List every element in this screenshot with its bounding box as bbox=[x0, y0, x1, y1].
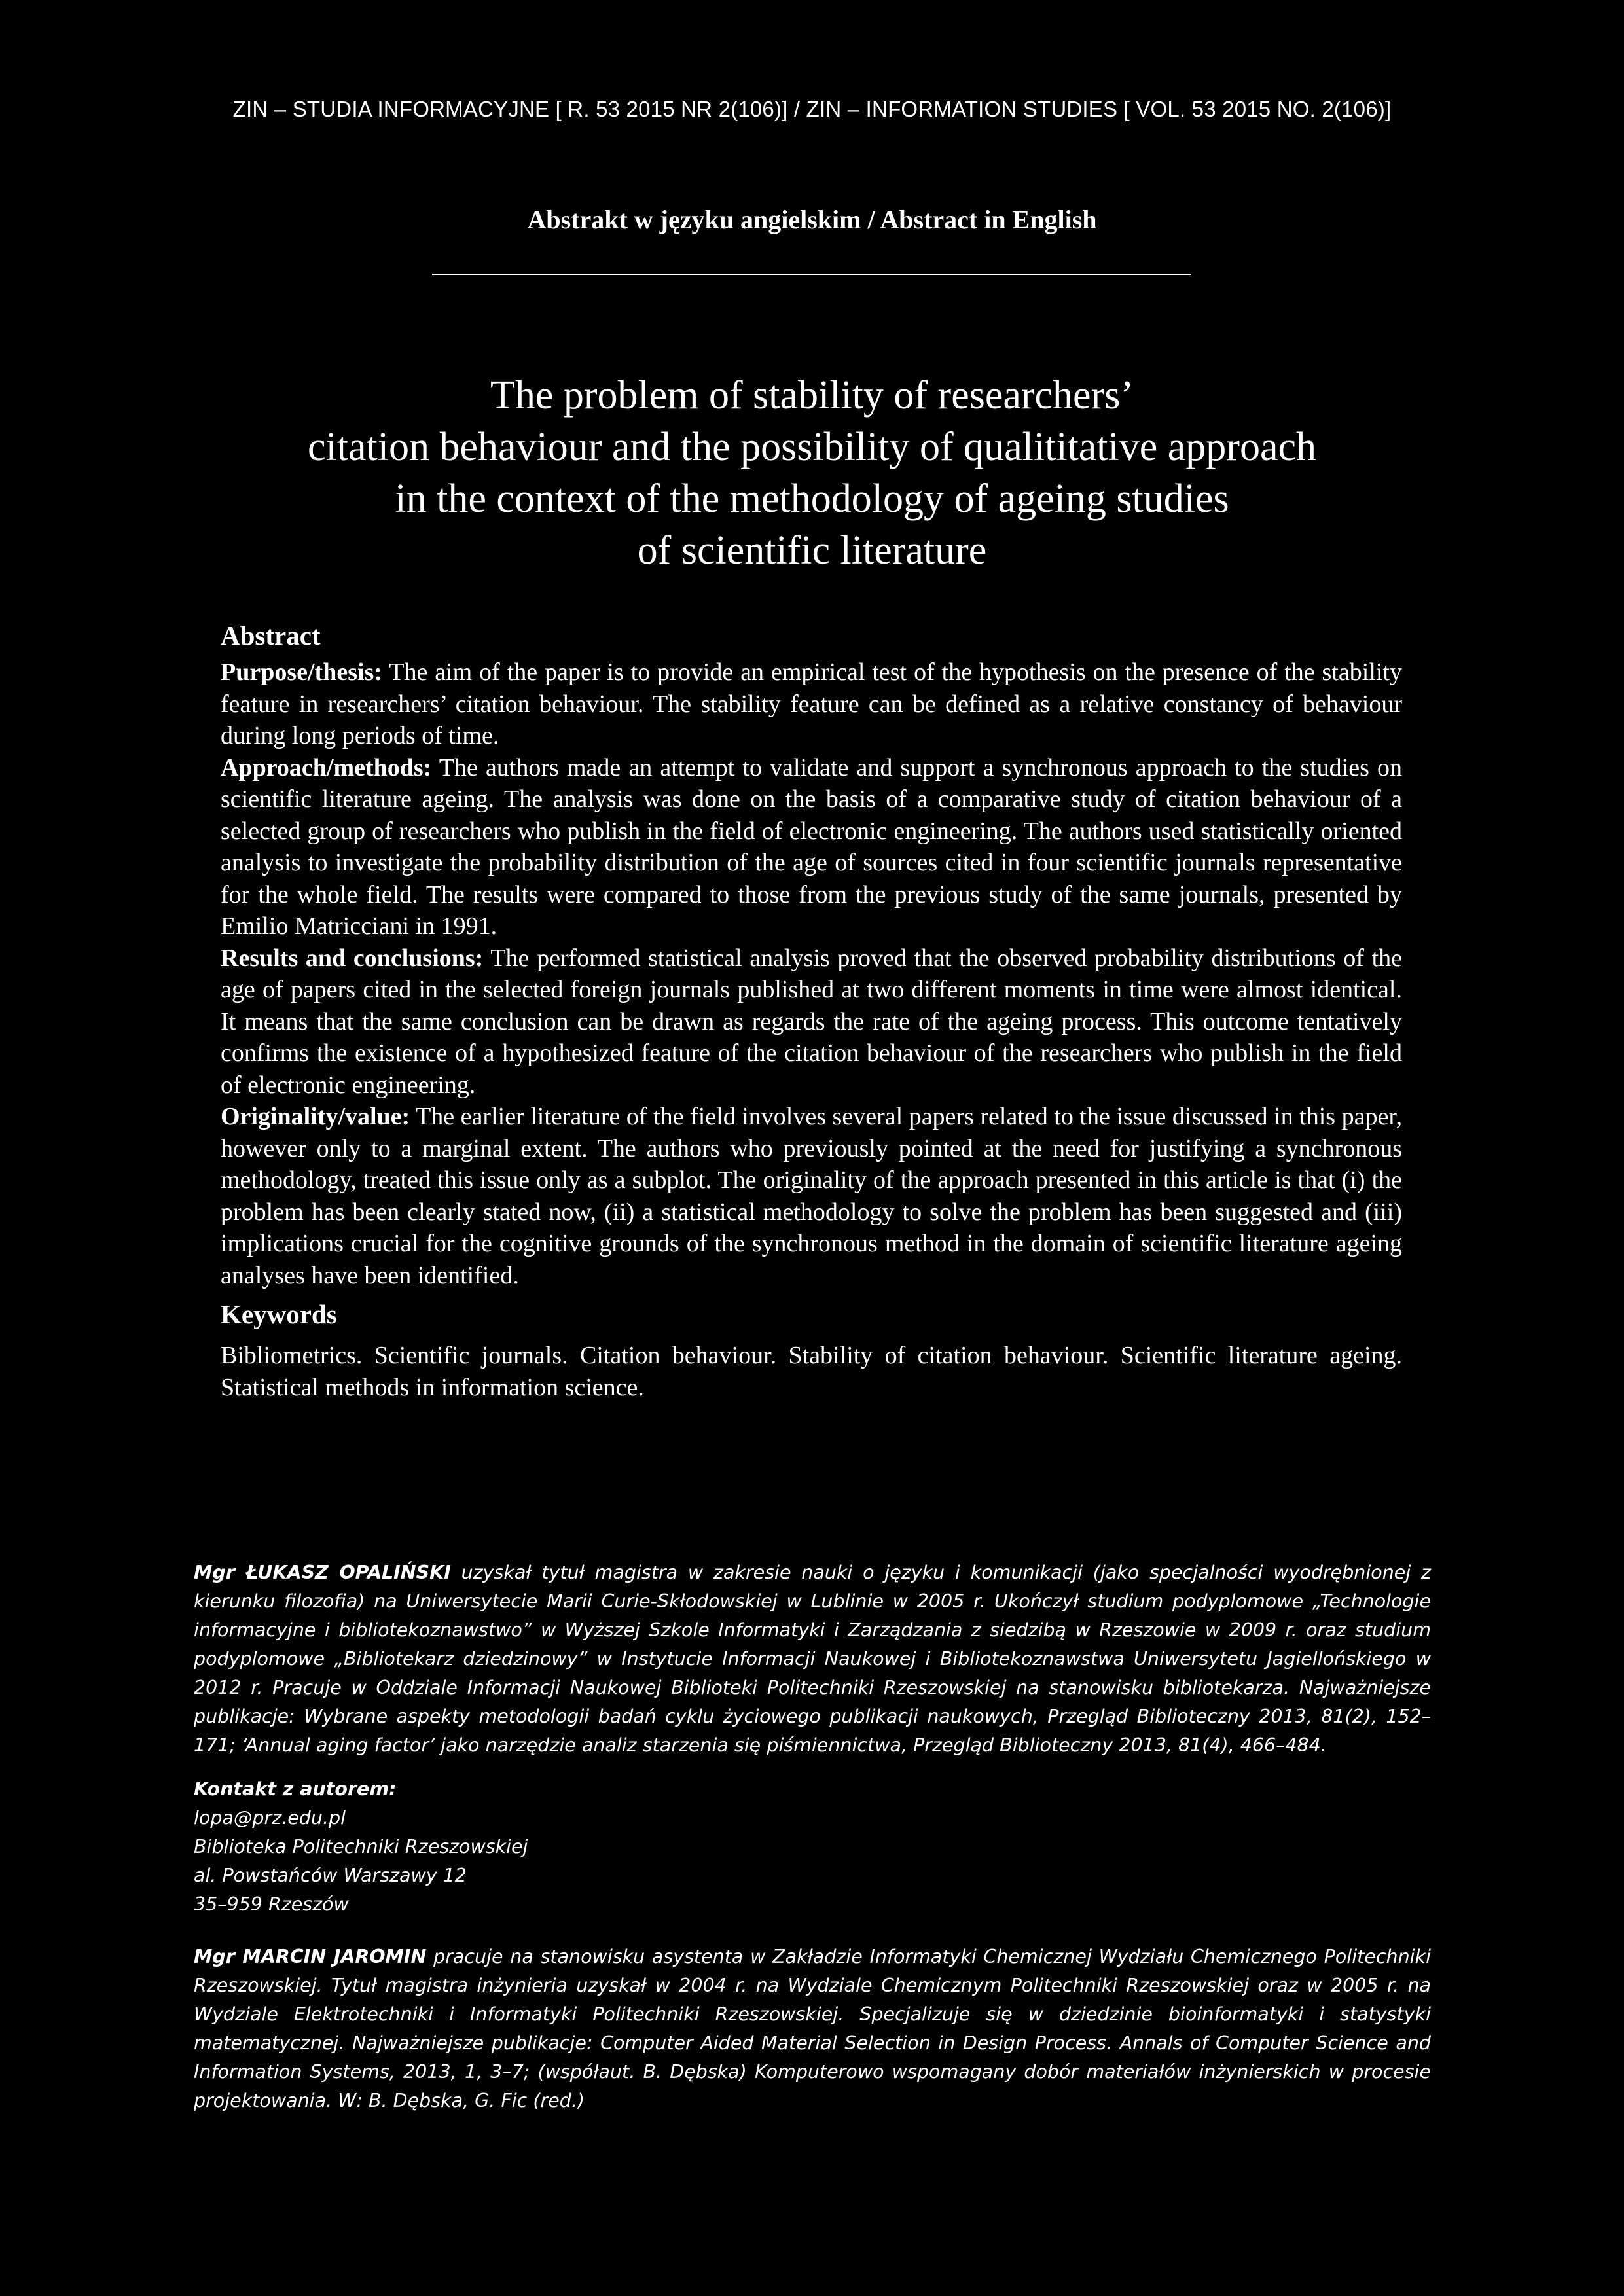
abstract-heading: Abstract bbox=[221, 620, 321, 651]
paragraph-text: The earlier literature of the field involves several papers related to the issue discussed in this paper, however only to a marginal extent. The authors who previously pointed at the need for justifying a synchronous methodology, treated this issue only as a subplot. The originality of the approach presented in this article is that (i) the problem has been clearly stated now, (ii) a statistical methodology to solve the problem has been suggested and (iii) implications crucial for the cognitive grounds of the synchronous method in the domain of scientific literature ageing analyses have been identified. bbox=[221, 1103, 1402, 1289]
author-bio-opalinski bbox=[194, 1558, 1431, 1760]
contact-city: 35–959 Rzeszów bbox=[194, 1893, 349, 1915]
author-bio-jaromin bbox=[194, 1943, 1431, 2115]
abstract-paragraph-purpose bbox=[221, 656, 1402, 752]
abstract-paragraph-originality bbox=[221, 1101, 1402, 1291]
contact-street: al. Powstańców Warszawy 12 bbox=[194, 1865, 467, 1886]
title-line: of scientific literature bbox=[637, 528, 987, 573]
paragraph-text: The authors made an attempt to validate and support a synchronous approach to the studies on scientific literature ageing. The analysis was done on the basis of a comparative study of citation behaviour of a selected group of researchers who publish in the field of electronic engineering. The authors used statistically oriented analysis to investigate the probability distribution of the age of sources cited in four scientific journals representative for the whole field. The results were compared to those from the previous study of the same journals, presented by Emilio Matricciani in 1991. bbox=[221, 753, 1402, 940]
contact-heading: Kontakt z autorem: bbox=[194, 1778, 397, 1800]
author-name: Mgr ŁUKASZ OPALIŃSKI bbox=[194, 1562, 451, 1583]
title-line: in the context of the methodology of ageing studies bbox=[395, 476, 1229, 521]
keywords-text: Bibliometrics. Scientific journals. Citation behaviour. Stability of citation behaviour. Scientific literature ageing. Statistical methods in information science. bbox=[221, 1342, 1402, 1401]
abstract-paragraph-approach bbox=[221, 752, 1402, 942]
divider bbox=[432, 274, 1191, 275]
section-label: Abstrakt w języku angielskim / Abstract in English bbox=[527, 205, 1097, 234]
article-title bbox=[164, 370, 1460, 577]
paragraph-lead: Originality/value: bbox=[221, 1103, 410, 1130]
paragraph-text: The performed statistical analysis proved that the observed probability distributions of the age of papers cited in the selected foreign journals published at two different moments in time were almost identical. It means that the same conclusion can be drawn as regards the rate of the ageing process. This outcome tentatively confirms the existence of a hypothesized feature of the citation behaviour of the researchers who publish in the field of electronic engineering. bbox=[221, 944, 1402, 1099]
paragraph-text: The aim of the paper is to provide an empirical test of the hypothesis on the presence of the stability feature in researchers’ citation behaviour. The stability feature can be defined as a relative constancy of behaviour during long periods of time. bbox=[221, 658, 1402, 749]
author-name: Mgr MARCIN JAROMIN bbox=[194, 1946, 427, 1967]
title-line: citation behaviour and the possibility of qualititative approach bbox=[308, 425, 1316, 469]
paragraph-lead: Purpose/thesis: bbox=[221, 658, 382, 686]
author-bio-text: uzyskał tytuł magistra w zakresie nauki o języku i komunikacji (jako specjalności wyodrębnionej z kierunku filozofia) na Uniwersytecie Marii Curie-Skłodowskiej w Lublinie w 2005 r. Ukończył studium podyplomowe „Technologie informacyjne i bibliotekoznawstwo” w Wyższej Szkole Informatyki i Zarządzania z siedzibą w Rzeszowie w 2009 r. oraz studium podyplomowe „Bibliotekarz dziedzinowy” w Instytucie Informacji Naukowej i Bibliotekoznawstwa Uniwersytetu Jagiellońskiego w 2012 r. Pracuje w Oddziale Informacji Naukowej Biblioteki Politechniki Rzeszowskiej na stanowisku bibliotekarza. Najważniejsze publikacje: Wybrane aspekty metodologii badań cyklu życiowego publikacji naukowych, Przegląd Biblioteczny 2013, 81(2), 152–171; ‘Annual aging factor’ jako narzędzie analiz starzenia się piśmiennictwa, Przegląd Biblioteczny 2013, 81(4), 466–484. bbox=[194, 1562, 1432, 1756]
paragraph-lead: Approach/methods: bbox=[221, 753, 432, 781]
contact-institution: Biblioteka Politechniki Rzeszowskiej bbox=[194, 1836, 528, 1857]
contact-email[interactable]: lopa@prz.edu.pl bbox=[194, 1807, 346, 1829]
abstract-section bbox=[221, 619, 1402, 1403]
contact-block bbox=[194, 1775, 848, 1919]
paragraph-lead: Results and conclusions: bbox=[221, 944, 484, 972]
running-header: ZIN – STUDIA INFORMACYJNE [ R. 53 2015 NR 2(106)] / ZIN – INFORMATION STUDIES [ VOL. 53 2015 NO. 2(106)] bbox=[232, 97, 1392, 121]
abstract-paragraph-results bbox=[221, 942, 1402, 1102]
keywords-heading: Keywords bbox=[221, 1299, 337, 1329]
title-line: The problem of stability of researchers’ bbox=[490, 373, 1134, 418]
author-bio-text: pracuje na stanowisku asystenta w Zakładzie Informatyki Chemicznej Wydziału Chemicznego Politechniki Rzeszowskiej. Tytuł magistra inżynieria uzyskał w 2004 r. na Wydziale Chemicznym Politechniki Rzeszowskiej oraz w 2005 r. na Wydziale Elektrotechniki i Informatyki Politechniki Rzeszowskiej. Specjalizuje się w dziedzinie bioinformatyki i statystyki matematycznej. Najważniejsze publikacje: Computer Aided Material Selection in Design Process. Annals of Computer Science and Information Systems, 2013, 1, 3–7; (współaut. B. Dębska) Komputerowo wspomagany dobór materiałów inżynierskich w procesie projektowania. W: B. Dębska, G. Fic (red.) bbox=[194, 1946, 1431, 2111]
